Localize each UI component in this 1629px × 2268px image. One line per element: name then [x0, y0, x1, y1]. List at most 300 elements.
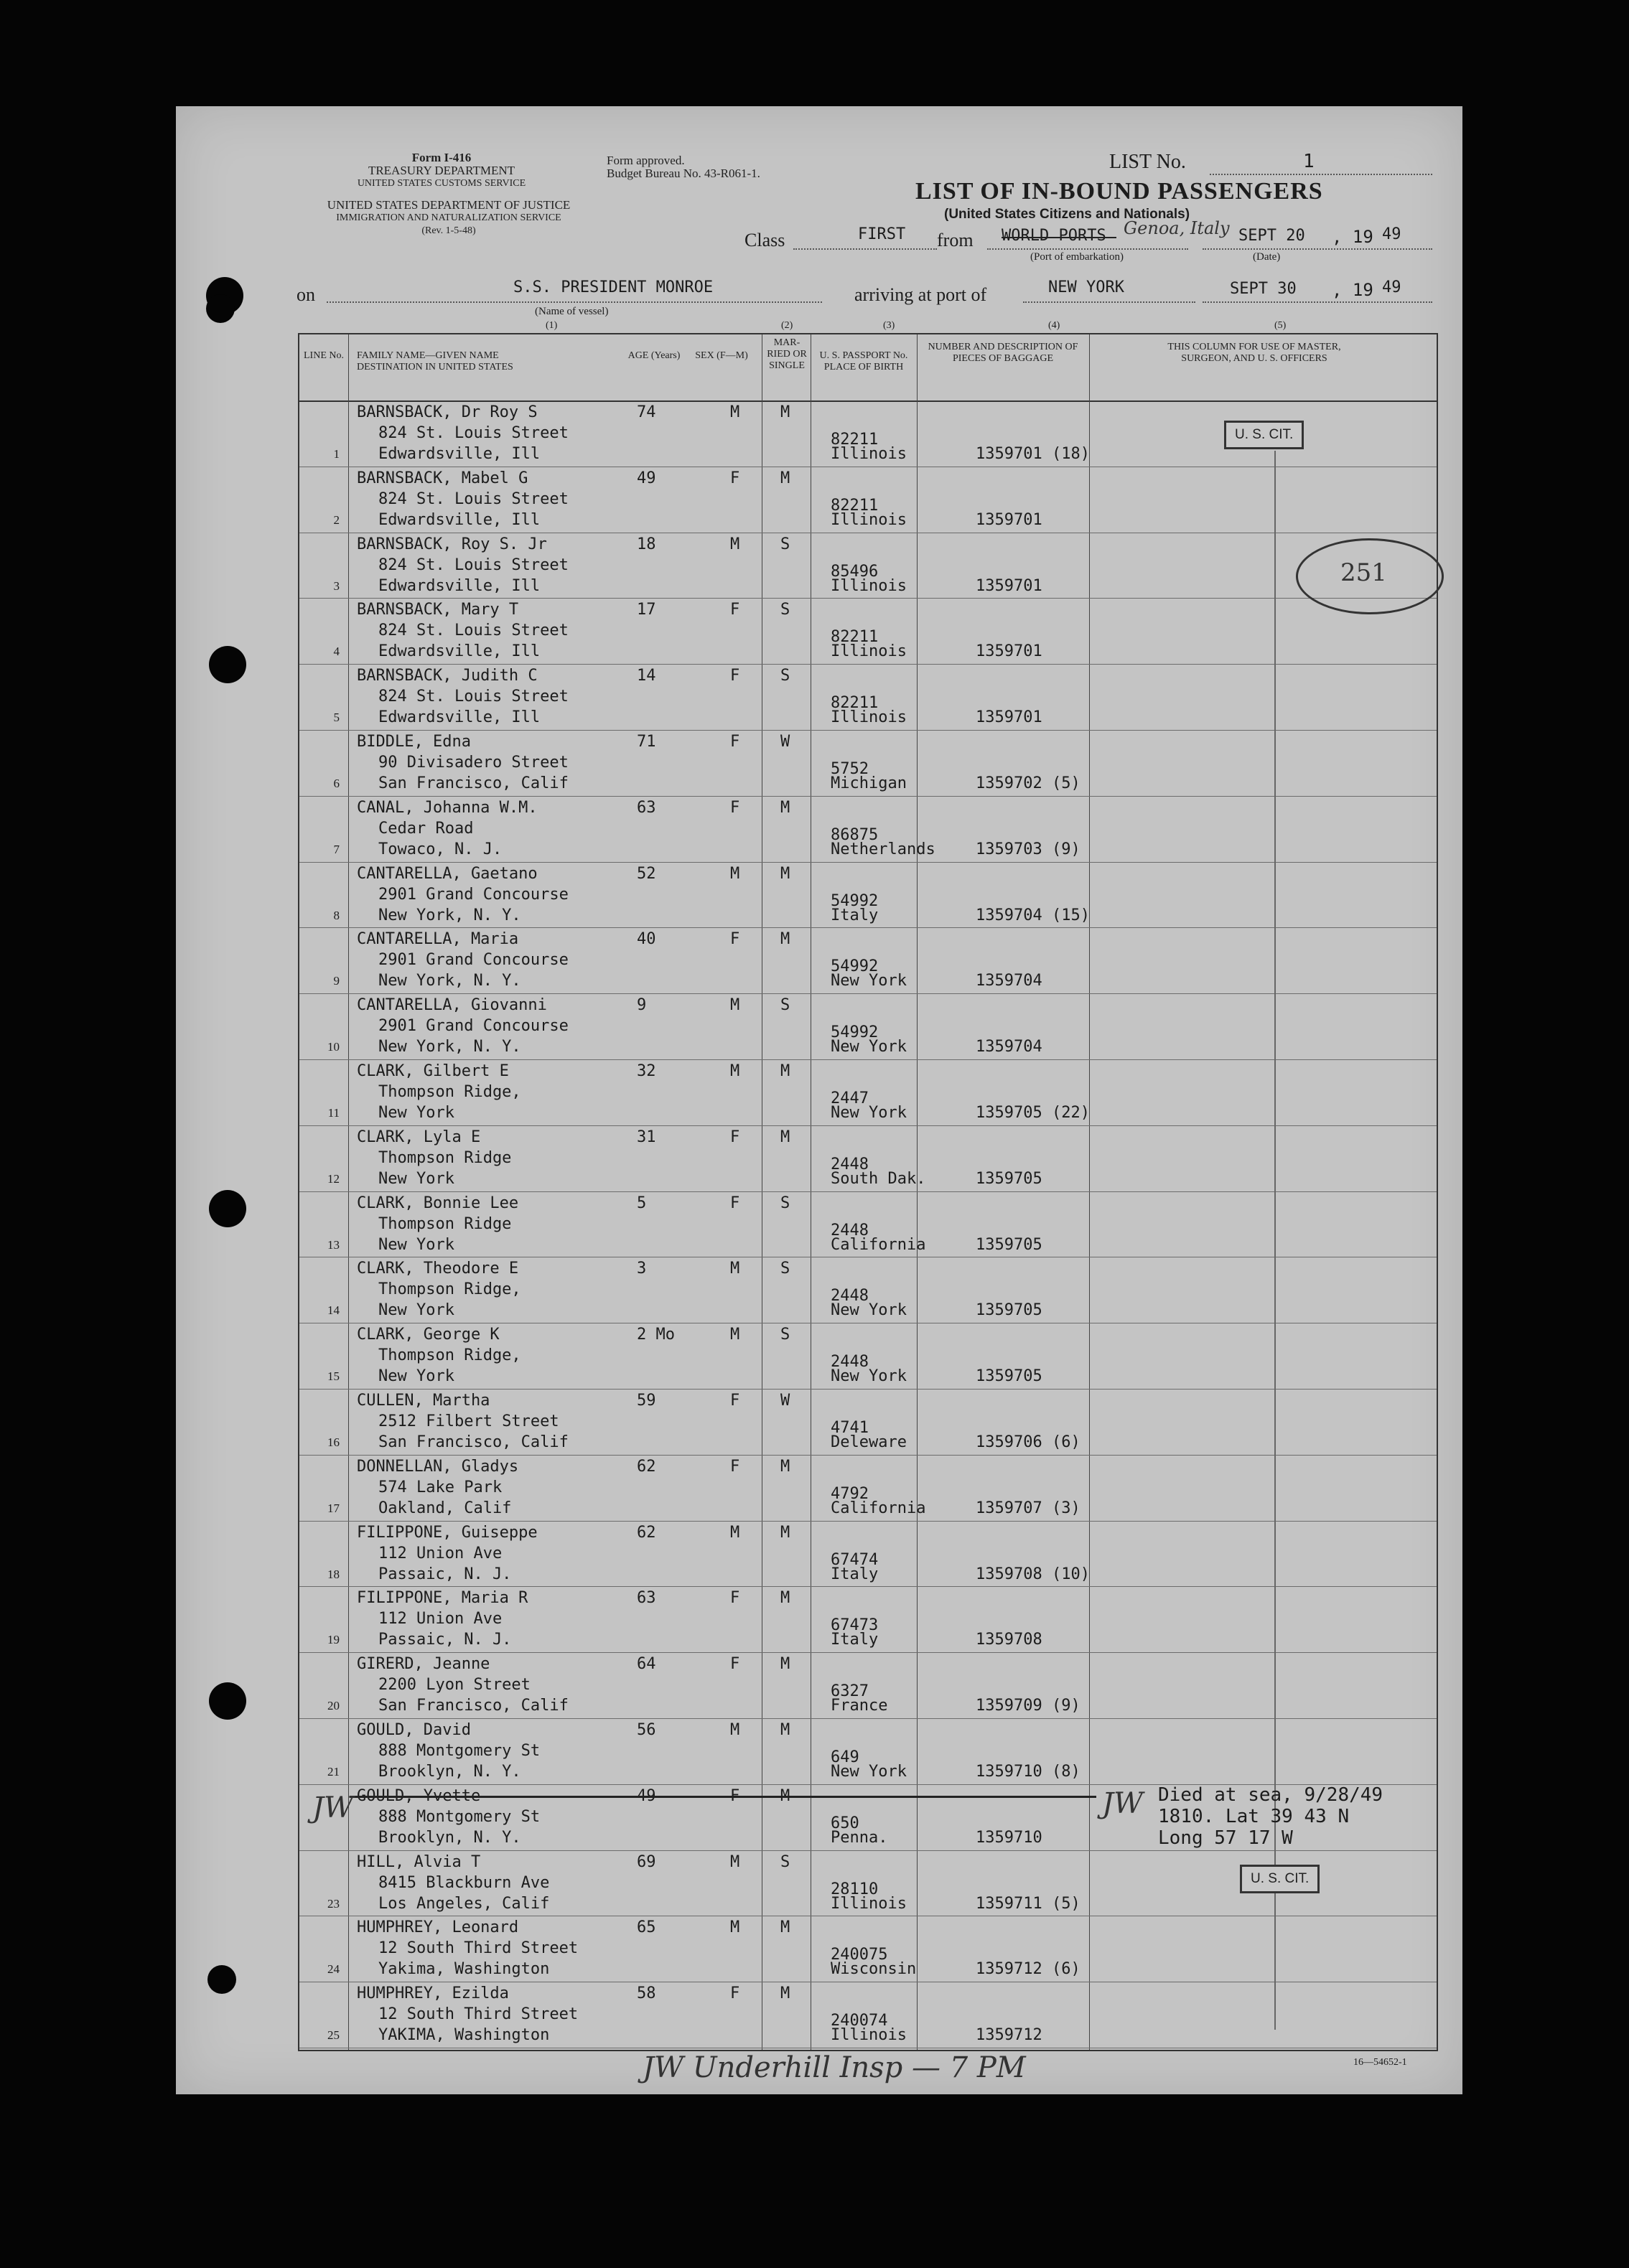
age: 62 [637, 1523, 656, 1542]
place-of-birth: Netherlands [831, 840, 935, 858]
age: 32 [637, 1062, 656, 1080]
line-number: 10 [327, 1040, 340, 1054]
age: 17 [637, 601, 656, 619]
baggage: 1359710 (8) [976, 1763, 1080, 1781]
table-row [299, 1389, 1437, 1455]
customs-service: UNITED STATES CUSTOMS SERVICE [357, 178, 526, 189]
age: 9 [637, 996, 647, 1015]
address-city: YAKIMA, Washington [378, 2026, 550, 2045]
circled-number-text: 251 [1340, 558, 1387, 587]
address-street: 112 Union Ave [378, 1544, 503, 1562]
port-embarkation-label: (Port of embarkation) [1030, 251, 1124, 263]
passport-number: 86875 [831, 825, 879, 844]
marital-status: M [780, 1655, 790, 1674]
col-officers: THIS COLUMN FOR USE OF MASTER, SURGEON, AND U. S. OFFICERS [1167, 342, 1341, 364]
col-age: AGE (Years) [627, 350, 681, 361]
passenger-name: CLARK, George K [357, 1326, 500, 1344]
binder-hole [207, 1965, 236, 1994]
place-of-birth: Illinois [831, 2026, 907, 2045]
col-married: MAR-RIED OR SINGLE [767, 337, 807, 371]
marital-status: S [780, 535, 790, 553]
passport-number: 649 [831, 1748, 859, 1766]
passport-number: 28110 [831, 1880, 879, 1898]
address-city: New York [378, 1367, 454, 1386]
age: 18 [637, 535, 656, 553]
place-of-birth: Italy [831, 1631, 879, 1649]
line-number: 21 [327, 1765, 340, 1779]
place-of-birth: Illinois [831, 708, 907, 727]
baggage: 1359708 [976, 1631, 1042, 1649]
col-baggage: NUMBER AND DESCRIPTION OF PIECES OF BAGGAGE [928, 342, 1078, 364]
us-citizen-stamp: U. S. CIT. [1224, 421, 1304, 449]
place-of-birth: Penna. [831, 1828, 888, 1847]
marital-status: S [780, 1194, 790, 1212]
class-label: Class [745, 230, 785, 250]
place-of-birth: Illinois [831, 642, 907, 661]
sex: F [730, 798, 740, 817]
binder-hole [209, 1190, 246, 1227]
address-city: Edwardsville, Ill [378, 445, 541, 463]
address-street: 574 Lake Park [378, 1478, 503, 1496]
table-row [299, 533, 1437, 599]
death-note-line-2: 1810. Lat 39 43 N [1158, 1806, 1350, 1827]
passport-number: 2448 [831, 1353, 869, 1372]
sex: F [730, 469, 740, 487]
vessel-label: (Name of vessel) [535, 306, 609, 317]
binder-hole [209, 1682, 246, 1720]
marital-status: M [780, 1985, 790, 2003]
from-value: WORLD PORTS [1002, 227, 1106, 245]
address-street: 12 South Third Street [378, 1939, 579, 1958]
passport-number: 240075 [831, 1946, 888, 1964]
place-of-birth: New York [831, 1367, 907, 1386]
sex: M [730, 1326, 740, 1344]
death-note-line-1: Died at sea, 9/28/49 [1158, 1784, 1383, 1806]
place-of-birth: Deleware [831, 1433, 907, 1451]
table-row [299, 664, 1437, 730]
table-header [299, 334, 1437, 402]
passenger-name: DONNELLAN, Gladys [357, 1457, 519, 1476]
place-of-birth: New York [831, 1104, 907, 1122]
strike-line [350, 1796, 1096, 1798]
baggage: 1359701 (18) [976, 445, 1090, 463]
marital-status: M [780, 1721, 790, 1739]
address-city: Edwardsville, Ill [378, 708, 541, 727]
passenger-name: BARNSBACK, Roy S. Jr [357, 535, 547, 553]
passenger-name: BARNSBACK, Dr Roy S [357, 403, 538, 421]
binder-hole [209, 646, 246, 683]
passport-number: 82211 [831, 496, 879, 515]
table-row [299, 1323, 1437, 1389]
passport-number: 5752 [831, 760, 869, 778]
marital-status: M [780, 1918, 790, 1937]
place-of-birth: New York [831, 1038, 907, 1056]
age: 49 [637, 1786, 656, 1805]
passport-number: 4741 [831, 1419, 869, 1437]
passport-number: 82211 [831, 628, 879, 647]
table-row [299, 467, 1437, 533]
passenger-name: CANTARELLA, Maria [357, 930, 519, 949]
passenger-name: CULLEN, Martha [357, 1392, 490, 1410]
colnum-4: (4) [1048, 320, 1060, 331]
treasury-dept: TREASURY DEPARTMENT [368, 164, 515, 177]
baggage: 1359701 [976, 510, 1042, 529]
place-of-birth: California [831, 1235, 926, 1254]
age: 3 [637, 1260, 647, 1278]
address-city: New York [378, 1169, 454, 1188]
sex: M [730, 1721, 740, 1739]
marital-status: S [780, 996, 790, 1015]
baggage: 1359704 [976, 972, 1042, 990]
age: 5 [637, 1194, 647, 1212]
table-row [299, 862, 1437, 928]
address-street: 112 Union Ave [378, 1610, 503, 1629]
manifest-page [176, 106, 1462, 2094]
address-city: San Francisco, Calif [378, 774, 569, 792]
address-street: Thompson Ridge [378, 1214, 512, 1233]
address-city: Towaco, N. J. [378, 840, 503, 858]
address-city: San Francisco, Calif [378, 1433, 569, 1451]
departure-year-prefix: , 19 [1332, 227, 1373, 247]
place-of-birth: Illinois [831, 445, 907, 463]
marital-status: W [780, 1392, 790, 1410]
sex: F [730, 601, 740, 619]
address-city: Edwardsville, Ill [378, 642, 541, 661]
col-sex: SEX (F—M) [695, 350, 748, 361]
passport-number: 67474 [831, 1550, 879, 1569]
address-street: 824 St. Louis Street [378, 688, 569, 706]
sex: M [730, 403, 740, 421]
passenger-name: BARNSBACK, Judith C [357, 667, 538, 685]
sex: F [730, 1194, 740, 1212]
line-number: 13 [327, 1237, 340, 1252]
revision: (Rev. 1-5-48) [421, 225, 476, 236]
age: 49 [637, 469, 656, 487]
sex: F [730, 1457, 740, 1476]
passport-number: 2448 [831, 1287, 869, 1306]
page-title: LIST OF IN-BOUND PASSENGERS [915, 178, 1323, 205]
baggage: 1359706 (6) [976, 1433, 1080, 1451]
table-row [299, 927, 1437, 993]
sex: M [730, 1062, 740, 1080]
passenger-name: HUMPHREY, Ezilda [357, 1985, 509, 2003]
passport-number: 2447 [831, 1090, 869, 1107]
passport-number: 6327 [831, 1682, 869, 1701]
vessel-name: S.S. PRESIDENT MONROE [513, 278, 714, 296]
passenger-name: BARNSBACK, Mary T [357, 601, 519, 619]
address-city: Brooklyn, N. Y. [378, 1828, 521, 1847]
line-number: 6 [333, 777, 340, 790]
address-city: Edwardsville, Ill [378, 576, 541, 595]
justice-dept: UNITED STATES DEPARTMENT OF JUSTICE [327, 198, 571, 212]
passport-number: 85496 [831, 562, 879, 581]
passport-number: 54992 [831, 957, 879, 976]
marital-status: M [780, 1062, 790, 1080]
baggage: 1359712 [976, 2026, 1042, 2045]
marital-status: W [780, 733, 790, 751]
line-number: 5 [333, 711, 340, 725]
age: 56 [637, 1721, 656, 1739]
baggage: 1359705 [976, 1169, 1042, 1188]
sex: F [730, 1655, 740, 1674]
line-number: 4 [333, 645, 340, 659]
address-street: 888 Montgomery St [378, 1742, 541, 1760]
line-number: 20 [327, 1699, 340, 1713]
marital-status: M [780, 1523, 790, 1542]
baggage: 1359703 (9) [976, 840, 1080, 858]
line-number: 19 [327, 1633, 340, 1647]
address-street: 824 St. Louis Street [378, 489, 569, 508]
binder-hole [206, 294, 235, 323]
address-street: 2200 Lyon Street [378, 1676, 531, 1695]
address-street: 824 St. Louis Street [378, 556, 569, 574]
sex: M [730, 1523, 740, 1542]
address-street: 12 South Third Street [378, 2005, 579, 2024]
baggage: 1359701 [976, 576, 1042, 595]
initials-left: JW [312, 1791, 354, 1824]
date-label: (Date) [1253, 251, 1281, 263]
line-number: 25 [327, 2028, 340, 2043]
arrival-year: 49 [1382, 278, 1401, 296]
sex: F [730, 733, 740, 751]
table-row [299, 1059, 1437, 1125]
death-note-line-3: Long 57 17 W [1158, 1827, 1293, 1849]
marital-status: M [780, 798, 790, 817]
sex: M [730, 1260, 740, 1278]
passenger-name: CANTARELLA, Giovanni [357, 996, 547, 1015]
footer-code: 16—54652-1 [1353, 2057, 1407, 2068]
passport-number: 54992 [831, 891, 879, 910]
age: 2 Mo [637, 1326, 675, 1344]
table-row [299, 1652, 1437, 1718]
passenger-name: HILL, Alvia T [357, 1852, 481, 1871]
sex: F [730, 1985, 740, 2003]
address-city: Passaic, N. J. [378, 1565, 512, 1583]
line-number: 3 [333, 578, 340, 593]
marital-status: S [780, 1260, 790, 1278]
address-city: New York, N. Y. [378, 1038, 521, 1056]
marital-status: M [780, 864, 790, 883]
place-of-birth: New York [831, 972, 907, 990]
arriving-port: NEW YORK [1048, 278, 1124, 296]
baggage: 1359701 [976, 708, 1042, 727]
class-value: FIRST [858, 225, 906, 243]
address-street: Thompson Ridge, [378, 1083, 521, 1101]
line-number: 17 [327, 1501, 340, 1515]
from-handwritten: Genoa, Italy [1124, 218, 1230, 238]
address-city: Los Angeles, Calif [378, 1894, 550, 1913]
colnum-3: (3) [883, 320, 895, 331]
col-line: LINE No. [304, 350, 344, 361]
address-city: New York [378, 1104, 454, 1122]
address-street: 2901 Grand Concourse [378, 885, 569, 904]
table-row [299, 1916, 1437, 1982]
passport-number: 240074 [831, 2012, 888, 2030]
address-city: Edwardsville, Ill [378, 510, 541, 529]
baggage: 1359711 (5) [976, 1894, 1080, 1913]
departure-year: 49 [1382, 225, 1401, 243]
age: 40 [637, 930, 656, 949]
address-city: San Francisco, Calif [378, 1697, 569, 1715]
line-number: 23 [327, 1896, 340, 1911]
place-of-birth: Illinois [831, 1894, 907, 1913]
place-of-birth: Italy [831, 906, 879, 924]
table-row [299, 730, 1437, 796]
address-city: Brooklyn, N. Y. [378, 1763, 521, 1781]
baggage: 1359704 [976, 1038, 1042, 1056]
address-city: New York [378, 1235, 454, 1254]
line-number: 15 [327, 1369, 340, 1384]
passport-number: 2448 [831, 1221, 869, 1240]
marital-status: S [780, 601, 790, 619]
sex: M [730, 1852, 740, 1871]
address-city: Oakland, Calif [378, 1499, 512, 1517]
place-of-birth: South Dak. [831, 1169, 926, 1188]
ins-service: IMMIGRATION AND NATURALIZATION SERVICE [336, 212, 561, 223]
age: 63 [637, 798, 656, 817]
sex: F [730, 1786, 740, 1805]
arrival-date: SEPT 30 [1230, 280, 1297, 298]
form-approved: Form approved. [607, 154, 685, 167]
line-number: 7 [333, 842, 340, 856]
budget-bureau: Budget Bureau No. 43-R061-1. [607, 167, 760, 180]
marital-status: M [780, 1128, 790, 1146]
passenger-name: FILIPPONE, Guiseppe [357, 1523, 538, 1542]
table-row [299, 1455, 1437, 1521]
line-number: 16 [327, 1435, 340, 1449]
age: 62 [637, 1457, 656, 1476]
initials-right: JW [1102, 1787, 1144, 1820]
passenger-name: CLARK, Lyla E [357, 1128, 481, 1146]
address-street: Thompson Ridge, [378, 1280, 521, 1299]
address-street: 2901 Grand Concourse [378, 951, 569, 970]
marital-status: M [780, 403, 790, 421]
baggage: 1359704 (15) [976, 906, 1090, 924]
from-label: from [937, 230, 974, 250]
baggage: 1359705 (22) [976, 1104, 1090, 1122]
inspector-signature: JW Underhill Insp — 7 PM [643, 2051, 1026, 2084]
baggage: 1359712 (6) [976, 1960, 1080, 1979]
marital-status: S [780, 1326, 790, 1344]
passport-number: 54992 [831, 1023, 879, 1042]
address-street: Thompson Ridge [378, 1148, 512, 1167]
page-subtitle: (United States Citizens and Nationals) [944, 207, 1190, 222]
passport-number: 82211 [831, 431, 879, 449]
baggage: 1359709 (9) [976, 1697, 1080, 1715]
form-number: Form I-416 [411, 151, 472, 164]
line-number: 9 [333, 974, 340, 988]
passport-number: 82211 [831, 694, 879, 713]
sex: F [730, 1128, 740, 1146]
age: 52 [637, 864, 656, 883]
table-row [299, 1191, 1437, 1257]
address-street: 90 Divisadero Street [378, 754, 569, 772]
baggage: 1359705 [976, 1235, 1042, 1254]
address-city: New York [378, 1301, 454, 1320]
baggage: 1359705 [976, 1301, 1042, 1320]
sex: F [730, 930, 740, 949]
passenger-name: CANAL, Johanna W.M. [357, 798, 538, 817]
baggage: 1359708 (10) [976, 1565, 1090, 1583]
table-row [299, 796, 1437, 862]
place-of-birth: Illinois [831, 510, 907, 529]
line-number: 2 [333, 512, 340, 527]
address-street: 2512 Filbert Street [378, 1412, 559, 1430]
place-of-birth: California [831, 1499, 926, 1517]
address-street: 2901 Grand Concourse [378, 1017, 569, 1036]
table-row [299, 1982, 1437, 2048]
age: 65 [637, 1918, 656, 1937]
table-row [299, 993, 1437, 1059]
passenger-name: GIRERD, Jeanne [357, 1655, 490, 1674]
table-row [299, 1125, 1437, 1191]
col-name: FAMILY NAME—GIVEN NAME DESTINATION IN UNITED STATES [357, 350, 513, 372]
age: 63 [637, 1589, 656, 1608]
passenger-name: CLARK, Theodore E [357, 1260, 519, 1278]
address-street: 824 St. Louis Street [378, 424, 569, 442]
sex: M [730, 1918, 740, 1937]
passenger-name: BIDDLE, Edna [357, 733, 471, 751]
passport-number: 4792 [831, 1484, 869, 1503]
baggage: 1359707 (3) [976, 1499, 1080, 1517]
line-number: 14 [327, 1303, 340, 1318]
place-of-birth: New York [831, 1301, 907, 1320]
address-city: Passaic, N. J. [378, 1631, 512, 1649]
marital-status: S [780, 1852, 790, 1871]
passenger-name: FILIPPONE, Maria R [357, 1589, 528, 1608]
line-number: 24 [327, 1962, 340, 1977]
address-street: Cedar Road [378, 819, 474, 838]
departure-date: SEPT 20 [1238, 227, 1305, 245]
address-street: Thompson Ridge, [378, 1346, 521, 1365]
line-number: 18 [327, 1567, 340, 1581]
line-number: 1 [333, 447, 340, 461]
age: 64 [637, 1655, 656, 1674]
address-street: 8415 Blackburn Ave [378, 1873, 550, 1892]
passenger-name: HUMPHREY, Leonard [357, 1918, 519, 1937]
marital-status: S [780, 667, 790, 685]
baggage: 1359705 [976, 1367, 1042, 1386]
sex: M [730, 864, 740, 883]
arrival-year-prefix: , 19 [1332, 280, 1373, 300]
colnum-1: (1) [546, 320, 558, 331]
table-row [299, 1521, 1437, 1587]
col-passport: U. S. PASSPORT No. PLACE OF BIRTH [819, 350, 908, 372]
baggage: 1359701 [976, 642, 1042, 661]
sex: M [730, 535, 740, 553]
passenger-name: BARNSBACK, Mabel G [357, 469, 528, 487]
baggage: 1359710 [976, 1828, 1042, 1847]
passenger-name: CANTARELLA, Gaetano [357, 864, 538, 883]
age: 69 [637, 1852, 656, 1871]
address-street: 888 Montgomery St [378, 1807, 541, 1826]
address-city: Yakima, Washington [378, 1960, 550, 1979]
age: 58 [637, 1985, 656, 2003]
list-no-label: LIST No. [1109, 151, 1186, 173]
marital-status: M [780, 469, 790, 487]
place-of-birth: France [831, 1697, 888, 1715]
age: 74 [637, 403, 656, 421]
on-label: on [297, 284, 315, 305]
marital-status: M [780, 1786, 790, 1805]
us-citizen-stamp-2: U. S. CIT. [1240, 1865, 1320, 1893]
table-row [299, 1586, 1437, 1652]
place-of-birth: Illinois [831, 576, 907, 595]
line-number: 11 [327, 1106, 340, 1120]
arriving-label: arriving at port of [854, 284, 987, 305]
list-no-value: 1 [1303, 151, 1315, 172]
marital-status: M [780, 930, 790, 949]
